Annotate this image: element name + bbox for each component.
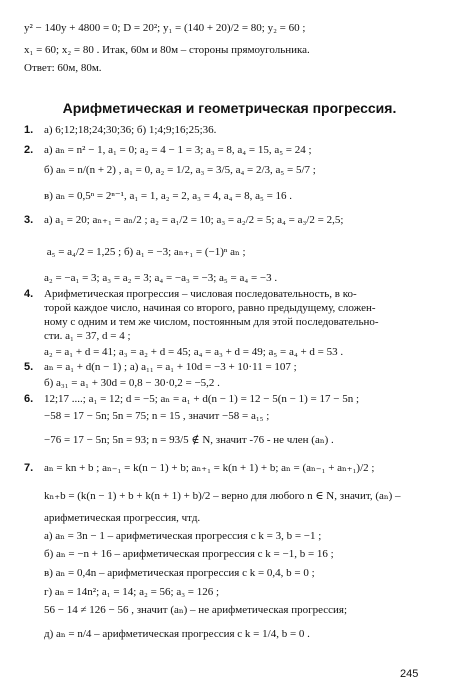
solution-line bbox=[24, 246, 443, 259]
solution-text: сти. a₁ = 37, d = 4 ; bbox=[44, 330, 131, 342]
intro-line-2: x₁ = 60; x₂ = 80 . Итак, 60м и 80м – стороны прямоугольника. bbox=[24, 44, 310, 56]
solution-text: −58 = 17 − 5n; 5n = 75; n = 15 , значит −58 = a₁₅ ; bbox=[44, 410, 270, 422]
solution-line bbox=[24, 361, 443, 374]
solution-line bbox=[24, 346, 443, 359]
solution-line bbox=[24, 512, 443, 525]
problem-number: 7. bbox=[24, 462, 34, 474]
solution-text: Арифметическая прогрессия – числовая последовательность, в ко- bbox=[44, 288, 357, 300]
solution-line bbox=[24, 567, 443, 580]
solution-line bbox=[24, 393, 443, 406]
solution-line bbox=[24, 302, 443, 315]
solution-text: a₂ = a₁ + d = 41; a₃ = a₂ + d = 45; a₄ = a₃ + d = 49; a₅ = a₄ + d = 53 . bbox=[44, 346, 344, 358]
problem-number: 3. bbox=[24, 214, 34, 226]
solution-text: −76 = 17 − 5n; 5n = 93; n = 93/5 ∉ N, значит -76 - не член (aₙ) . bbox=[44, 434, 334, 446]
solution-line bbox=[24, 288, 443, 301]
solution-text: а) 6;12;18;24;30;36; б) 1;4;9;16;25;36. bbox=[44, 124, 217, 136]
solution-line bbox=[24, 530, 443, 543]
intro-line-1: y² − 140y + 4800 = 0; D = 20²; y₁ = (140 + 20)/2 = 80; y₂ = 60 ; bbox=[24, 22, 306, 34]
solution-text: а) aₙ = n² − 1, a₁ = 0; a₂ = 4 − 1 = 3; a₃ = 8, a₄ = 15, a₅ = 24 ; bbox=[44, 144, 312, 156]
solution-text: б) aₙ = n/(n + 2) , a₁ = 0, a₂ = 1/2, a₃ = 3/5, a₄ = 2/3, a₅ = 5/7 ; bbox=[44, 164, 316, 176]
solution-line bbox=[24, 124, 443, 137]
problem-number: 1. bbox=[24, 124, 34, 136]
problem-number: 4. bbox=[24, 288, 34, 300]
solution-text: 56 − 14 ≠ 126 − 56 , значит (aₙ) – не арифметическая прогрессия; bbox=[44, 604, 348, 616]
solution-text: a₂ = −a₁ = 3; a₃ = a₂ = 3; a₄ = −a₃ = −3; a₅ = a₄ = −3 . bbox=[44, 272, 278, 284]
solution-text: г) aₙ = 14n²; a₁ = 14; a₂ = 56; a₃ = 126 ; bbox=[44, 586, 220, 598]
solution-line bbox=[24, 410, 443, 423]
solution-text: a₅ = a₄/2 = 1,25 ; б) a₁ = −3; aₙ₊₁ = (−1)ⁿ aₙ ; bbox=[44, 246, 246, 258]
solution-line bbox=[24, 628, 443, 641]
solution-line bbox=[24, 330, 443, 343]
solution-line bbox=[24, 316, 443, 329]
solution-text: торой каждое число, начиная со второго, равно предыдущему, сложен- bbox=[44, 302, 376, 314]
intro-line-3: Ответ: 60м, 80м. bbox=[24, 62, 102, 74]
solution-text: в) aₙ = 0,5ⁿ = 2ⁿ⁻¹, a₁ = 1, a₂ = 2, a₃ = 4, a₄ = 8, a₅ = 16 . bbox=[44, 190, 293, 202]
solution-line bbox=[24, 462, 443, 475]
problem-number: 5. bbox=[24, 361, 34, 373]
solution-text: а) aₙ = 3n − 1 – арифметическая прогрессия с k = 3, b = −1 ; bbox=[44, 530, 322, 542]
solution-text: арифметическая прогрессия, чтд. bbox=[44, 512, 201, 524]
solution-line bbox=[24, 377, 443, 390]
solution-text: ному с одним и тем же числом, постоянным для этой последовательно- bbox=[44, 316, 379, 328]
section-title: Арифметическая и геометрическая прогрессия. bbox=[62, 100, 397, 116]
solution-line bbox=[24, 190, 443, 203]
solution-line bbox=[24, 144, 443, 157]
solution-text: а) a₁ = 20; aₙ₊₁ = aₙ/2 ; a₂ = a₁/2 = 10; a₃ = a₂/2 = 5; a₄ = a₃/2 = 2,5; bbox=[44, 214, 344, 226]
solution-text: б) a₃₁ = a₁ + 30d = 0,8 − 30·0,2 = −5,2 . bbox=[44, 377, 220, 389]
solution-line bbox=[24, 586, 443, 599]
solution-text: aₙ = a₁ + d(n − 1) ; а) a₁₁ = a₁ + 10d = −3 + 10·11 = 107 ; bbox=[44, 361, 297, 373]
problem-number: 6. bbox=[24, 393, 34, 405]
page-number: 245 bbox=[400, 668, 419, 680]
solution-text: д) aₙ = n/4 – арифметическая прогрессия с k = 1/4, b = 0 . bbox=[44, 628, 310, 640]
solution-text: б) aₙ = −n + 16 – арифметическая прогрессия с k = −1, b = 16 ; bbox=[44, 548, 334, 560]
solution-line bbox=[24, 434, 443, 447]
solution-text: kₙ₊b = (k(n − 1) + b + k(n + 1) + b)/2 – верно для любого n ∈ N, значит, (aₙ) – bbox=[44, 490, 401, 502]
solution-line bbox=[24, 604, 443, 617]
solution-line bbox=[24, 272, 443, 285]
solution-text: в) aₙ = 0,4n – арифметическая прогрессия с k = 0,4, b = 0 ; bbox=[44, 567, 315, 579]
solution-text: 12;17 ....; a₁ = 12; d = −5; aₙ = a₁ + d(n − 1) = 12 − 5(n − 1) = 17 − 5n ; bbox=[44, 393, 359, 405]
solution-line bbox=[24, 164, 443, 177]
problem-number: 2. bbox=[24, 144, 34, 156]
solution-text: aₙ = kn + b ; aₙ₋₁ = k(n − 1) + b; aₙ₊₁ = k(n + 1) + b; aₙ = (aₙ₋₁ + aₙ₊₁)/2 ; bbox=[44, 462, 375, 474]
solution-line bbox=[24, 214, 443, 227]
solution-line bbox=[24, 490, 443, 503]
solution-line bbox=[24, 548, 443, 561]
